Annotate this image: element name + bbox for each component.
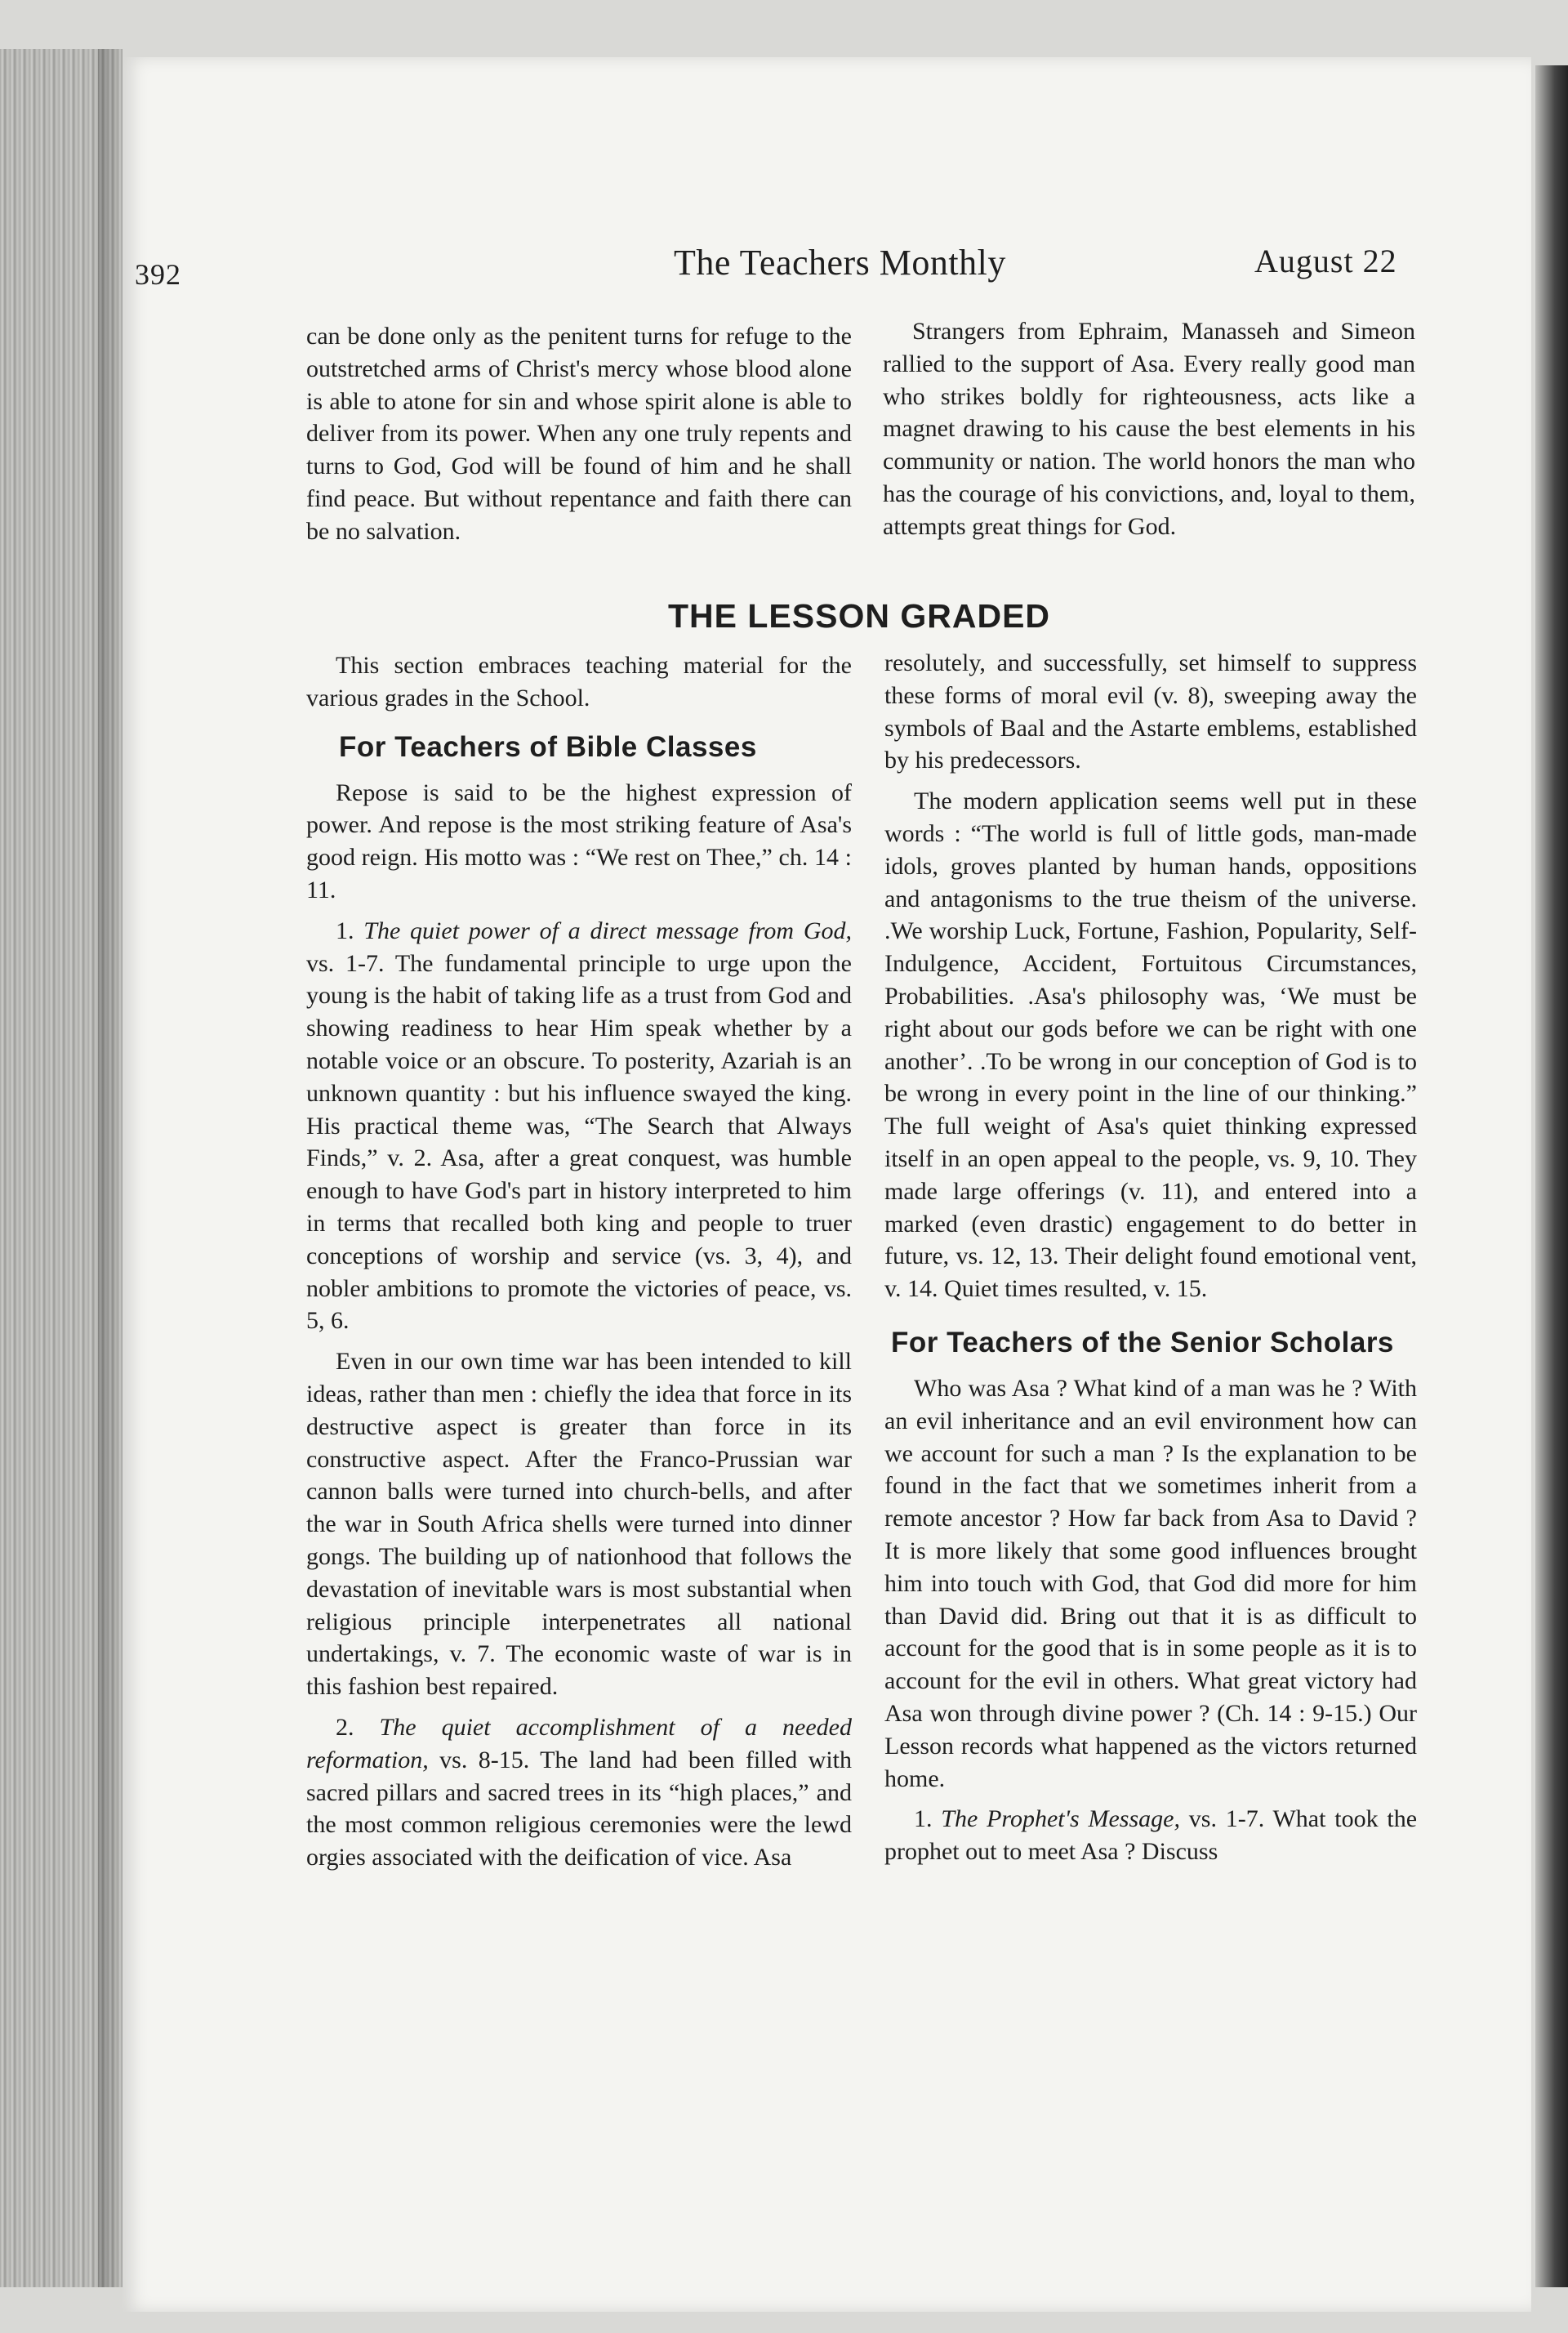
book-page-edges bbox=[0, 49, 122, 2287]
item-text: vs. 1-7. What took the prophet out to meet Asa ? Discuss bbox=[884, 1805, 1418, 1866]
paragraph bbox=[306, 1711, 852, 1874]
paragraph: Who was Asa ? What kind of a man was he ? With an evil inheritance and an evil environment how can we account for such a man ? Is the explanation to be found in the fact that we sometimes inherit from a remote ancestor ? How far back from Asa to David ? It is more likely that some good influences brought him into touch with God, that God did more for him than David did. Bring out that it is as difficult to account for the good that is in some people as it is to account for the evil in others. What great victory had Asa won through divine power ? (Ch. 14 : 9-15.) Our Lesson records what happened as the victors returned home. bbox=[884, 1374, 1417, 1792]
item-title: The Prophet's Message, bbox=[941, 1805, 1180, 1833]
item-text: vs. 1-7. The fundamental principle to urge upon the young is the habit of taking life as a trust from God and showing readiness to hear Him speak whether by a notable voice or an obscure. To posterity, Azariah is an unknown quantity : but his influence swayed the king. His practical theme was, “The Search that Always Finds,” v. 2. Asa, after a great conquest, was humble enough to have God's part in history interpreted to him in terms that recalled both king and people to truer conceptions of worship and service (vs. 3, 4), and nobler ambitions to promote the victories of peace, vs. 5, 6. bbox=[306, 949, 852, 1335]
paragraph: Even in our own time war has been intended to kill ideas, rather than men : chiefly the idea that force in its destructive aspect is greater than force in its constructive aspect. After the Franco-Prussian war cannon balls were turned into church-bells, and after the war in South Africa shells were turned into dinner gongs. The building up of nationhood that follows the devastation of inevitable wars is most substantial when religious principle interpenetrates all national undertakings, v. 7. The economic waste of war is in this fashion best repaired. bbox=[306, 1348, 852, 1701]
paragraph: The modern application seems well put in these words : “The world is full of little gods, man-made idols, groves planted by human hands, oppositions and antagonisms to the true theism of the universe. .We worship Luck, Fortune, Fashion, Popularity, Self-Indulgence, Accident, Fortuitous Circumstances, Probabilities. .Asa's philosophy was, ‘We must be right about our gods before we can be right with one another’. .To be wrong in our conception of God is to be wrong in every point in the line of our thinking.” The full weight of Asa's quiet thinking expressed itself in an open appeal to the people, vs. 9, 10. They made large offerings (v. 11), and entered into a marked (even drastic) engagement to do better in future, vs. 12, 13. Their delight found emotional vent, v. 14. Quiet times resulted, v. 15. bbox=[884, 787, 1417, 1303]
paragraph bbox=[306, 915, 852, 1337]
item-title: The quiet accomplishment of a needed reformation, bbox=[306, 1713, 852, 1773]
paragraph: Strangers from Ephraim, Manasseh and Simeon rallied to the support of Asa. Every really good man who strikes boldly for righteousness, acts like a magnet drawing to his cause the best elements in his community or nation. The world honors the man who has the courage of his convictions, and, loyal to them, attempts great things for God. bbox=[883, 318, 1415, 540]
item-number: 2. bbox=[336, 1713, 354, 1741]
paragraph: can be done only as the penitent turns for refuge to the outstretched arms of Christ's mercy whose blood alone is able to atone for sin and whose spirit alone is able to deliver from its power. When any one truly repents and turns to God, God will be found of him and he shall find peace. But without repentance and faith there can be no salvation. bbox=[306, 323, 852, 545]
item-title: The quiet power of a direct message from God, bbox=[363, 917, 853, 944]
item-number: 1. bbox=[914, 1805, 933, 1833]
paragraph bbox=[884, 1803, 1417, 1868]
paragraph: resolutely, and successfully, set himself to suppress these forms of moral evil (v. 8), sweeping away the symbols of Baal and the Astarte emblems, established by his predecessors. bbox=[884, 649, 1417, 774]
right-column bbox=[884, 647, 1417, 1868]
top-left-column bbox=[306, 320, 852, 548]
section-intro: This section embraces teaching material for the various grades in the School. bbox=[306, 652, 852, 711]
left-column bbox=[306, 649, 852, 1874]
section-title: THE LESSON GRADED bbox=[668, 597, 1051, 635]
issue-date: August 22 bbox=[1254, 243, 1397, 279]
bible-classes-heading: For Teachers of Bible Classes bbox=[339, 730, 757, 763]
item-number: 1. bbox=[336, 917, 354, 944]
book-right-shadow bbox=[1535, 65, 1568, 2287]
item-text: vs. 8-15. The land had been filled with sacred pillars and sacred trees in its “high places,” and the most common religious ceremonies were the lewd orgies associated with the deification of vice. Asa bbox=[306, 1746, 852, 1871]
running-title: The Teachers Monthly bbox=[674, 243, 1006, 283]
paragraph: Repose is said to be the highest expression of power. And repose is the most striking feature of Asa's good reign. His motto was : “We rest on Thee,” ch. 14 : 11. bbox=[306, 778, 852, 903]
top-right-column bbox=[883, 315, 1415, 543]
page-number: 392 bbox=[135, 258, 181, 291]
senior-scholars-heading: For Teachers of the Senior Scholars bbox=[891, 1326, 1394, 1358]
